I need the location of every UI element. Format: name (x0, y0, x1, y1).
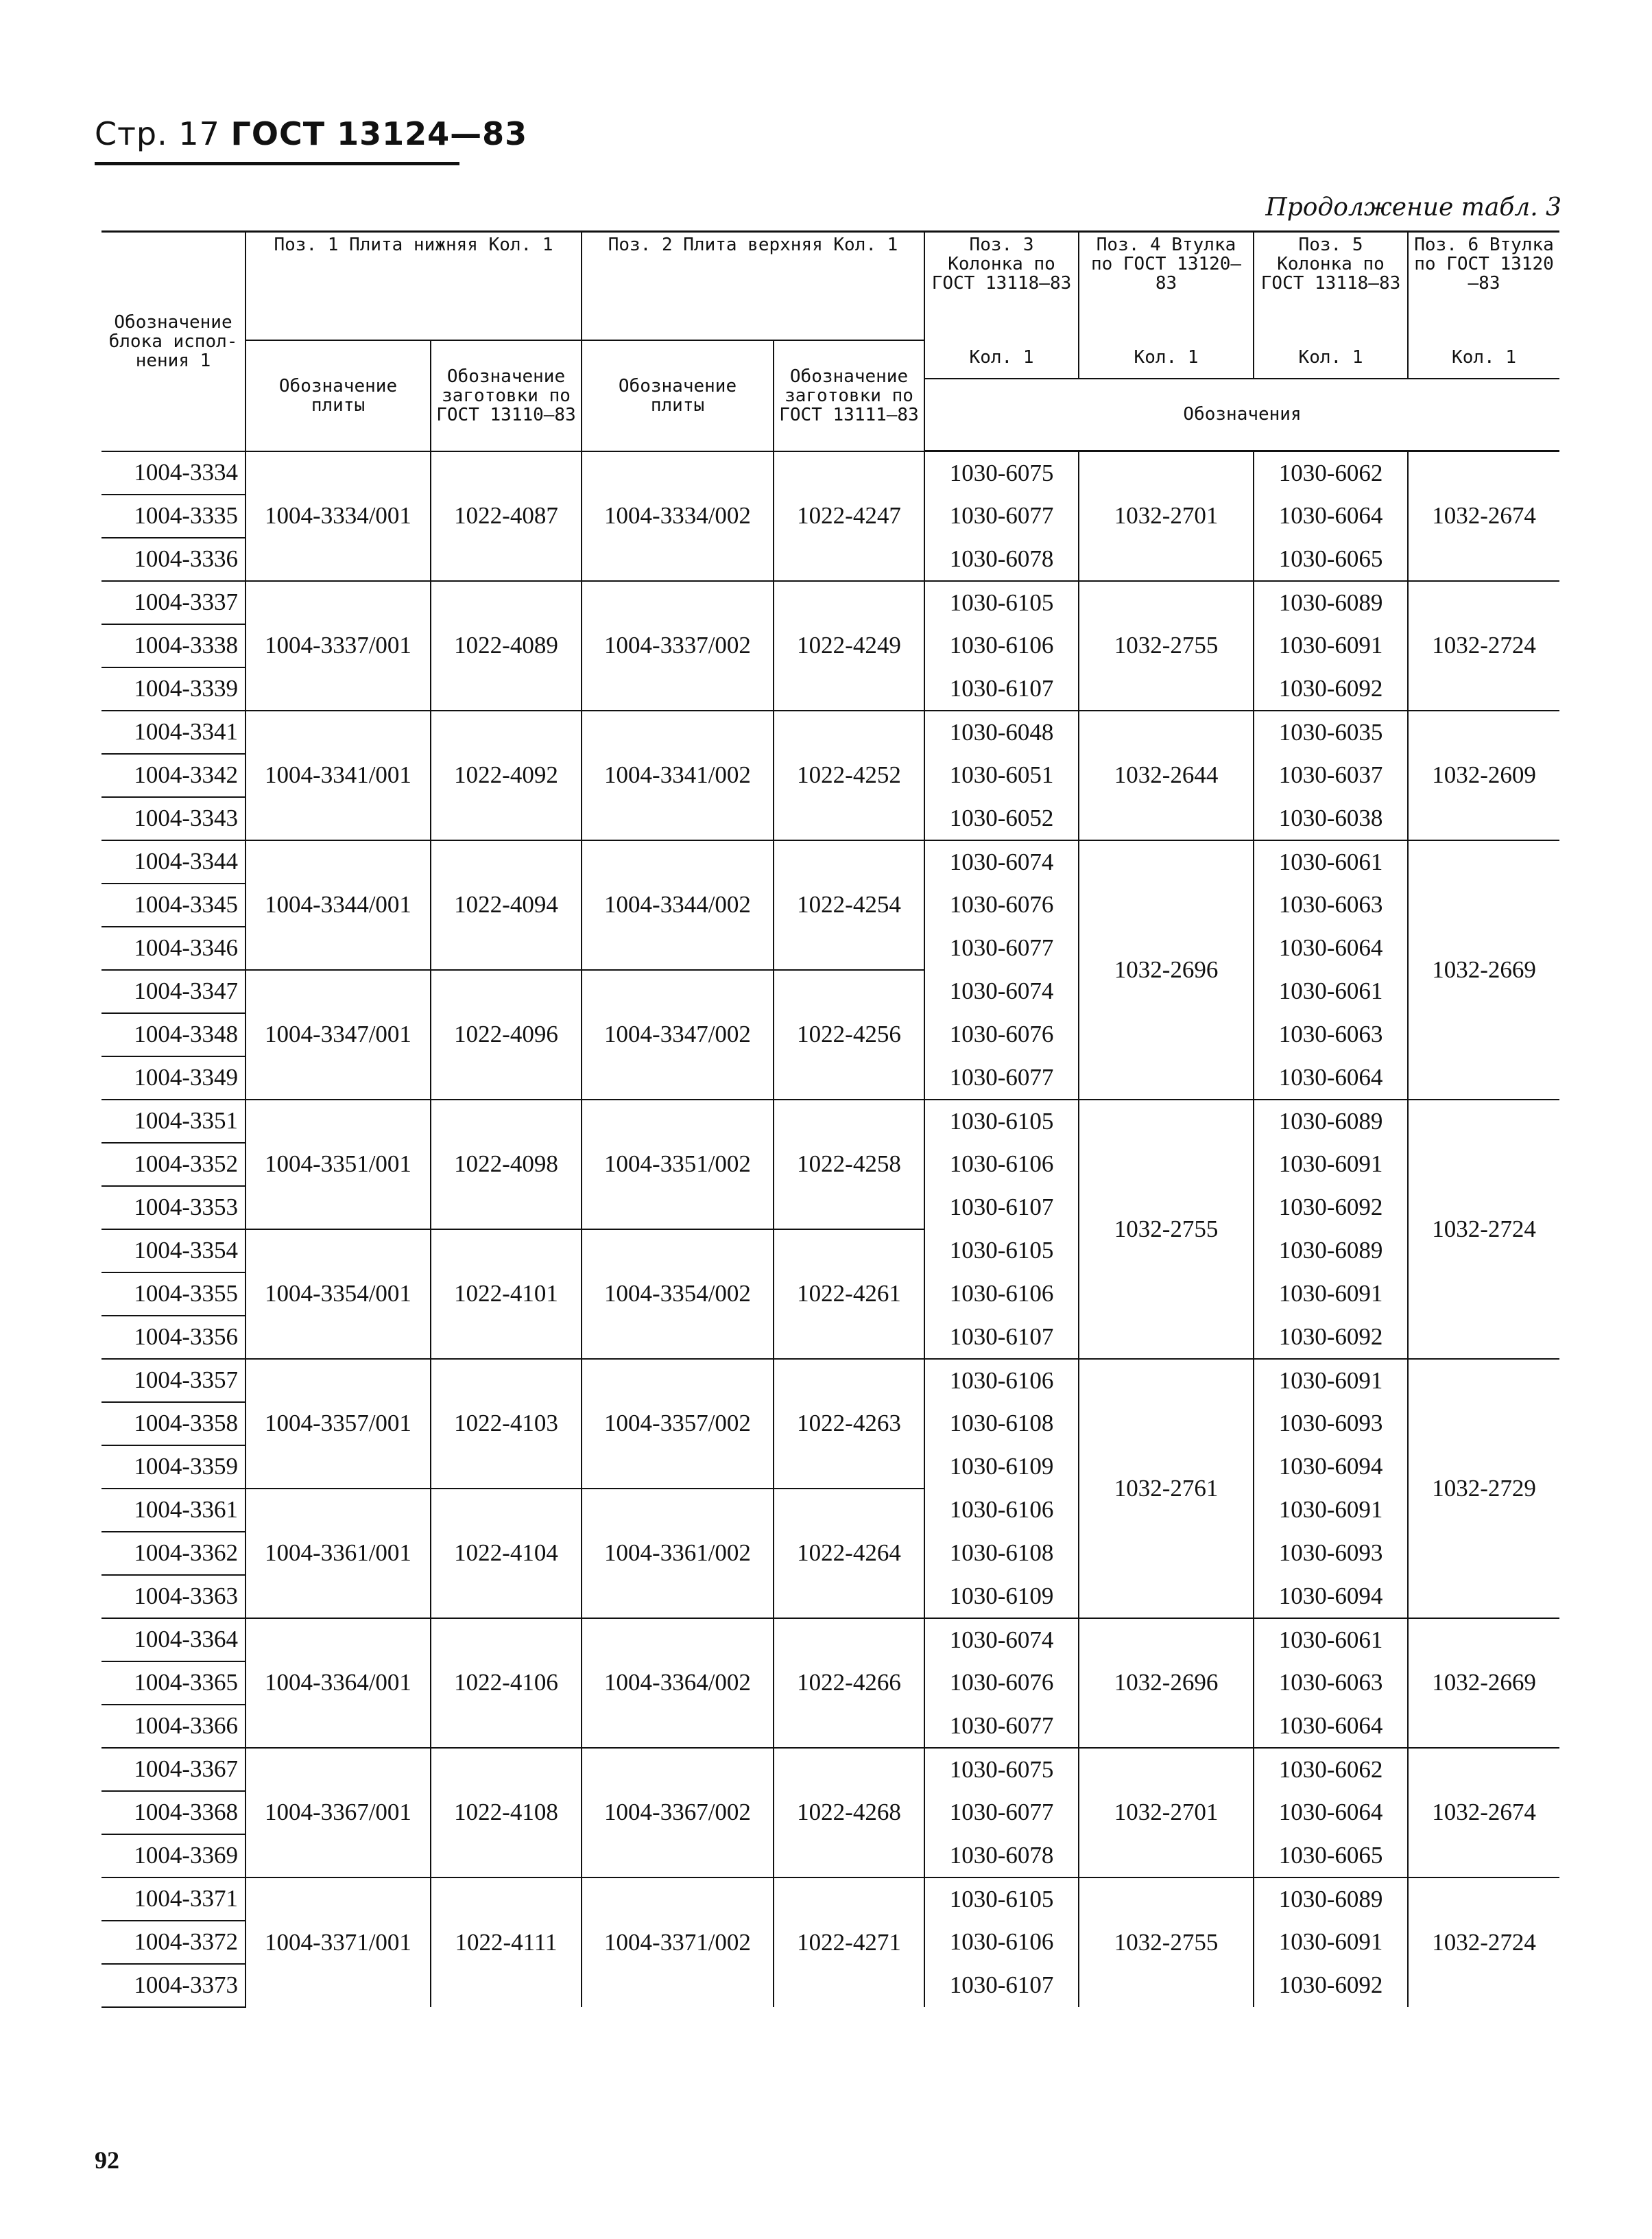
pos5-column: 1030-6093 (1254, 1532, 1408, 1575)
header-pos1-plate: Обозначение плиты (246, 340, 431, 451)
pos2-blank: 1022-4268 (774, 1748, 924, 1877)
pos5-column: 1030-6089 (1254, 581, 1408, 624)
pos3-column: 1030-6077 (924, 495, 1079, 538)
pos3-column: 1030-6077 (924, 1791, 1079, 1834)
pos5-column: 1030-6064 (1254, 1791, 1408, 1834)
block-designation: 1004-3371 (101, 1877, 246, 1921)
pos3-column: 1030-6077 (924, 927, 1079, 970)
pos5-column: 1030-6093 (1254, 1402, 1408, 1445)
pos2-blank: 1022-4258 (774, 1100, 924, 1229)
pos3-column: 1030-6052 (924, 797, 1079, 840)
pos1-plate: 1004-3371/001 (246, 1877, 431, 2007)
table-row (101, 840, 1559, 884)
pos2-plate: 1004-3367/002 (582, 1748, 774, 1877)
block-designation: 1004-3341 (101, 711, 246, 754)
header-pos4: Поз. 4 Втулка по ГОСТ 13120—83 (1079, 232, 1254, 340)
header-pos2-plate: Обозначение плиты (582, 340, 774, 451)
pos2-blank: 1022-4247 (774, 451, 924, 581)
page-number: 92 (95, 2146, 119, 2174)
pos3-column: 1030-6106 (924, 1272, 1079, 1316)
running-header (95, 115, 527, 152)
pos5-column: 1030-6089 (1254, 1229, 1408, 1272)
table-row (101, 970, 1559, 1013)
table-continuation-label: Продолжение табл. 3 (1265, 193, 1561, 222)
block-designation: 1004-3349 (101, 1056, 246, 1100)
pos1-blank: 1022-4087 (431, 451, 582, 581)
pos5-column: 1030-6089 (1254, 1877, 1408, 1921)
pos1-blank: 1022-4101 (431, 1229, 582, 1359)
pos3-column: 1030-6106 (924, 1359, 1079, 1402)
pos3-column: 1030-6106 (924, 1143, 1079, 1186)
pos1-blank: 1022-4106 (431, 1618, 582, 1748)
pos2-blank: 1022-4264 (774, 1489, 924, 1618)
pos5-column: 1030-6092 (1254, 1186, 1408, 1229)
pos5-column: 1030-6091 (1254, 1359, 1408, 1402)
pos5-column: 1030-6061 (1254, 840, 1408, 884)
block-designation: 1004-3355 (101, 1272, 246, 1316)
pos3-column: 1030-6078 (924, 538, 1079, 581)
table-row (101, 1748, 1559, 1791)
pos2-plate: 1004-3347/002 (582, 970, 774, 1100)
pos1-blank: 1022-4092 (431, 711, 582, 840)
table-row (101, 711, 1559, 754)
block-designation: 1004-3354 (101, 1229, 246, 1272)
block-designation: 1004-3357 (101, 1359, 246, 1402)
pos2-blank: 1022-4271 (774, 1877, 924, 2007)
block-designation: 1004-3363 (101, 1575, 246, 1618)
pos2-plate: 1004-3337/002 (582, 581, 774, 711)
table-row (101, 451, 1559, 495)
pos5-column: 1030-6061 (1254, 970, 1408, 1013)
header-pos3-qty: Кол. 1 (924, 340, 1079, 379)
pos1-plate: 1004-3361/001 (246, 1489, 431, 1618)
table-row (101, 1100, 1559, 1143)
pos2-blank: 1022-4266 (774, 1618, 924, 1748)
pos3-column: 1030-6105 (924, 1229, 1079, 1272)
pos3-column: 1030-6106 (924, 1489, 1079, 1532)
pos5-column: 1030-6062 (1254, 1748, 1408, 1791)
pos3-column: 1030-6105 (924, 581, 1079, 624)
pos5-column: 1030-6064 (1254, 1056, 1408, 1100)
pos3-column: 1030-6051 (924, 754, 1079, 797)
standard-number: ГОСТ 13124—83 (230, 115, 528, 152)
pos5-column: 1030-6094 (1254, 1575, 1408, 1618)
pos5-column: 1030-6061 (1254, 1618, 1408, 1661)
pos5-column: 1030-6091 (1254, 1272, 1408, 1316)
table-row (101, 1229, 1559, 1272)
block-designation: 1004-3353 (101, 1186, 246, 1229)
block-designation: 1004-3361 (101, 1489, 246, 1532)
pos3-column: 1030-6077 (924, 1705, 1079, 1748)
block-designation: 1004-3351 (101, 1100, 246, 1143)
pos2-plate: 1004-3361/002 (582, 1489, 774, 1618)
pos2-plate: 1004-3354/002 (582, 1229, 774, 1359)
pos3-column: 1030-6048 (924, 711, 1079, 754)
pos2-plate: 1004-3351/002 (582, 1100, 774, 1229)
pos2-blank: 1022-4263 (774, 1359, 924, 1489)
block-designation: 1004-3337 (101, 581, 246, 624)
block-designation: 1004-3365 (101, 1661, 246, 1705)
pos3-column: 1030-6106 (924, 1921, 1079, 1964)
block-designation: 1004-3339 (101, 667, 246, 711)
pos3-column: 1030-6074 (924, 840, 1079, 884)
pos1-plate: 1004-3357/001 (246, 1359, 431, 1489)
pos5-column: 1030-6089 (1254, 1100, 1408, 1143)
pos6-bushing: 1032-2729 (1408, 1359, 1559, 1618)
pos3-column: 1030-6105 (924, 1100, 1079, 1143)
header-pos1: Поз. 1 Плита нижняя Кол. 1 (246, 232, 582, 340)
pos5-column: 1030-6063 (1254, 884, 1408, 927)
pos5-column: 1030-6064 (1254, 927, 1408, 970)
block-designation: 1004-3346 (101, 927, 246, 970)
pos6-bushing: 1032-2724 (1408, 581, 1559, 711)
block-designation: 1004-3343 (101, 797, 246, 840)
header-pos5-qty: Кол. 1 (1254, 340, 1408, 379)
pos2-blank: 1022-4256 (774, 970, 924, 1100)
pos4-bushing: 1032-2701 (1079, 1748, 1254, 1877)
pos2-blank: 1022-4254 (774, 840, 924, 970)
pos2-plate: 1004-3371/002 (582, 1877, 774, 2007)
header-pos4-qty: Кол. 1 (1079, 340, 1254, 379)
pos1-blank: 1022-4094 (431, 840, 582, 970)
pos2-plate: 1004-3341/002 (582, 711, 774, 840)
block-designation: 1004-3367 (101, 1748, 246, 1791)
pos3-column: 1030-6105 (924, 1877, 1079, 1921)
pos2-plate: 1004-3364/002 (582, 1618, 774, 1748)
table-row (101, 1877, 1559, 1921)
pos6-bushing: 1032-2669 (1408, 840, 1559, 1100)
pos3-column: 1030-6076 (924, 1013, 1079, 1056)
pos6-bushing: 1032-2669 (1408, 1618, 1559, 1748)
pos1-plate: 1004-3344/001 (246, 840, 431, 970)
header-block-designation: Обозначение блока испол- нения 1 (101, 232, 246, 451)
pos1-blank: 1022-4108 (431, 1748, 582, 1877)
header-pos6-qty: Кол. 1 (1408, 340, 1559, 379)
pos3-column: 1030-6107 (924, 1186, 1079, 1229)
table-body (101, 451, 1559, 2007)
pos1-blank: 1022-4098 (431, 1100, 582, 1229)
block-designation: 1004-3364 (101, 1618, 246, 1661)
pos3-column: 1030-6075 (924, 1748, 1079, 1791)
block-designation: 1004-3342 (101, 754, 246, 797)
pos5-column: 1030-6064 (1254, 495, 1408, 538)
block-designation: 1004-3336 (101, 538, 246, 581)
header-pos1-blank: Обозначение заготовки по ГОСТ 13110—83 (431, 340, 582, 451)
pos4-bushing: 1032-2755 (1079, 1100, 1254, 1359)
block-designation: 1004-3352 (101, 1143, 246, 1186)
table-row (101, 1489, 1559, 1532)
pos2-blank: 1022-4252 (774, 711, 924, 840)
pos4-bushing: 1032-2761 (1079, 1359, 1254, 1618)
pos3-column: 1030-6108 (924, 1402, 1079, 1445)
block-designation: 1004-3366 (101, 1705, 246, 1748)
pos4-bushing: 1032-2755 (1079, 1877, 1254, 2007)
block-designation: 1004-3345 (101, 884, 246, 927)
pos2-plate: 1004-3344/002 (582, 840, 774, 970)
pos3-column: 1030-6075 (924, 451, 1079, 495)
pos6-bushing: 1032-2724 (1408, 1100, 1559, 1359)
block-designation: 1004-3368 (101, 1791, 246, 1834)
pos1-plate: 1004-3347/001 (246, 970, 431, 1100)
pos3-column: 1030-6108 (924, 1532, 1079, 1575)
pos5-column: 1030-6091 (1254, 1921, 1408, 1964)
pos3-column: 1030-6074 (924, 1618, 1079, 1661)
pos5-column: 1030-6063 (1254, 1661, 1408, 1705)
pos3-column: 1030-6109 (924, 1445, 1079, 1489)
pos1-blank: 1022-4103 (431, 1359, 582, 1489)
header-pos2: Поз. 2 Плита верхняя Кол. 1 (582, 232, 924, 340)
pos1-plate: 1004-3351/001 (246, 1100, 431, 1229)
pos3-column: 1030-6109 (924, 1575, 1079, 1618)
pos6-bushing: 1032-2674 (1408, 451, 1559, 581)
pos5-column: 1030-6091 (1254, 1143, 1408, 1186)
table-row (101, 1618, 1559, 1661)
pos3-column: 1030-6106 (924, 624, 1079, 667)
pos2-blank: 1022-4249 (774, 581, 924, 711)
header-pos5: Поз. 5 Колонка по ГОСТ 13118—83 (1254, 232, 1408, 340)
pos3-column: 1030-6107 (924, 1316, 1079, 1359)
pos5-column: 1030-6092 (1254, 667, 1408, 711)
pos1-plate: 1004-3334/001 (246, 451, 431, 581)
pos5-column: 1030-6065 (1254, 1834, 1408, 1877)
header-pos3: Поз. 3 Колонка по ГОСТ 13118—83 (924, 232, 1079, 340)
pos1-blank: 1022-4111 (431, 1877, 582, 2007)
table-row (101, 581, 1559, 624)
block-designation: 1004-3373 (101, 1964, 246, 2007)
pos1-plate: 1004-3337/001 (246, 581, 431, 711)
pos3-column: 1030-6107 (924, 1964, 1079, 2007)
block-designation: 1004-3344 (101, 840, 246, 884)
pos5-column: 1030-6091 (1254, 624, 1408, 667)
block-designation: 1004-3335 (101, 495, 246, 538)
header-pos2-blank: Обозначение заготовки по ГОСТ 13111—83 (774, 340, 924, 451)
pos1-plate: 1004-3354/001 (246, 1229, 431, 1359)
pos6-bushing: 1032-2609 (1408, 711, 1559, 840)
pos4-bushing: 1032-2696 (1079, 840, 1254, 1100)
pos2-plate: 1004-3334/002 (582, 451, 774, 581)
pos5-column: 1030-6037 (1254, 754, 1408, 797)
block-designation: 1004-3362 (101, 1532, 246, 1575)
block-designation: 1004-3347 (101, 970, 246, 1013)
pos3-column: 1030-6076 (924, 1661, 1079, 1705)
pos1-blank: 1022-4096 (431, 970, 582, 1100)
block-designation: 1004-3334 (101, 451, 246, 495)
header-pos6: Поз. 6 Втулка по ГОСТ 13120—83 (1408, 232, 1559, 340)
pos6-bushing: 1032-2724 (1408, 1877, 1559, 2007)
pos3-column: 1030-6076 (924, 884, 1079, 927)
pos5-column: 1030-6035 (1254, 711, 1408, 754)
pos3-column: 1030-6074 (924, 970, 1079, 1013)
table-row (101, 1359, 1559, 1402)
pos5-column: 1030-6091 (1254, 1489, 1408, 1532)
pos3-column: 1030-6078 (924, 1834, 1079, 1877)
block-designation: 1004-3372 (101, 1921, 246, 1964)
pos4-bushing: 1032-2701 (1079, 451, 1254, 581)
pos4-bushing: 1032-2755 (1079, 581, 1254, 711)
pos1-plate: 1004-3367/001 (246, 1748, 431, 1877)
block-designation: 1004-3359 (101, 1445, 246, 1489)
pos2-plate: 1004-3357/002 (582, 1359, 774, 1489)
header-designations: Обозначения (924, 379, 1559, 451)
pos5-column: 1030-6092 (1254, 1316, 1408, 1359)
table-header (101, 232, 1559, 451)
pos5-column: 1030-6062 (1254, 451, 1408, 495)
block-designation: 1004-3348 (101, 1013, 246, 1056)
block-designation: 1004-3358 (101, 1402, 246, 1445)
pos1-plate: 1004-3364/001 (246, 1618, 431, 1748)
pos5-column: 1030-6038 (1254, 797, 1408, 840)
pos3-column: 1030-6107 (924, 667, 1079, 711)
block-designation: 1004-3338 (101, 624, 246, 667)
pos6-bushing: 1032-2674 (1408, 1748, 1559, 1877)
pos1-blank: 1022-4089 (431, 581, 582, 711)
pos5-column: 1030-6064 (1254, 1705, 1408, 1748)
specification-table (101, 230, 1559, 2008)
pos5-column: 1030-6092 (1254, 1964, 1408, 2007)
pos4-bushing: 1032-2644 (1079, 711, 1254, 840)
pos2-blank: 1022-4261 (774, 1229, 924, 1359)
block-designation: 1004-3356 (101, 1316, 246, 1359)
pos5-column: 1030-6063 (1254, 1013, 1408, 1056)
pos1-plate: 1004-3341/001 (246, 711, 431, 840)
pos3-column: 1030-6077 (924, 1056, 1079, 1100)
header-rule (95, 162, 459, 165)
page-label: Стр. 17 (95, 115, 220, 152)
pos5-column: 1030-6065 (1254, 538, 1408, 581)
pos1-blank: 1022-4104 (431, 1489, 582, 1618)
pos4-bushing: 1032-2696 (1079, 1618, 1254, 1748)
block-designation: 1004-3369 (101, 1834, 246, 1877)
pos5-column: 1030-6094 (1254, 1445, 1408, 1489)
